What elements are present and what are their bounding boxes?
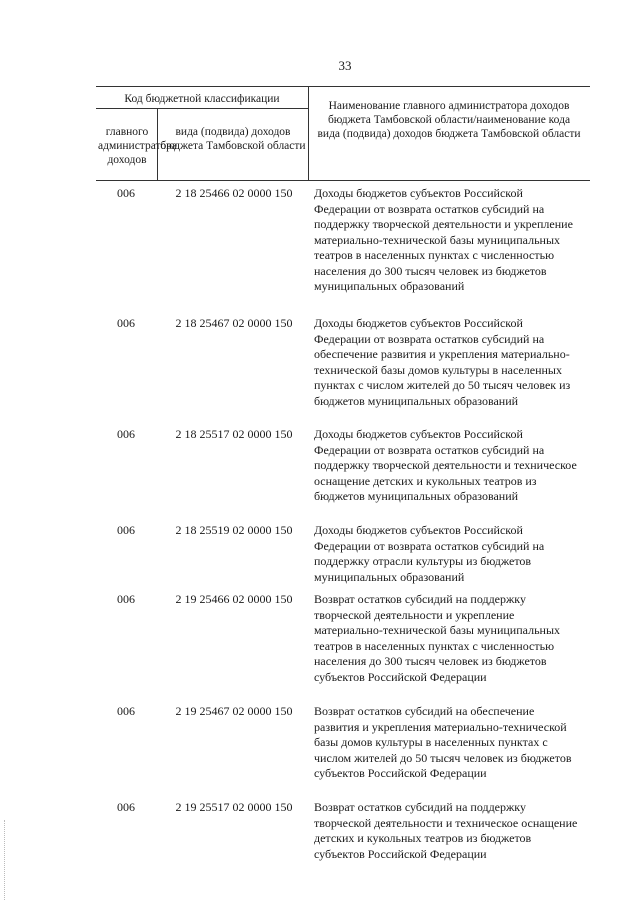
header-name-column: Наименование главного администратора доходов бюджета Тамбовской области/наименование кода вида (подвида) доходов бюджета Тамбовской области	[317, 100, 581, 140]
scan-edge-mark	[4, 820, 5, 900]
admin-code: 006	[117, 523, 135, 537]
income-name: Доходы бюджетов субъектов Российской Федерации от возврата остатков субсидий на поддержку творческой деятельности и укрепление материально-технической базы муниципальных театров в населенных пунктах с численностью населения до 300 тысяч человек из бюджетов муниципальных образований	[314, 186, 573, 293]
income-name: Доходы бюджетов субъектов Российской Федерации от возврата остатков субсидий на поддержку творческой деятельности и техническое оснащение детских и кукольных театров из бюджетов муниципальных образований	[314, 427, 577, 503]
income-code: 2 19 25466 02 0000 150	[175, 592, 293, 606]
income-code: 2 18 25467 02 0000 150	[175, 316, 293, 330]
income-code: 2 19 25467 02 0000 150	[175, 704, 293, 718]
income-name: Возврат остатков субсидий на поддержку творческой деятельности и укрепление материально-технической базы муниципальных театров в населенных пунктах с численностью населения до 300 тысяч человек из бюджетов субъектов Российской Федерации	[314, 592, 561, 684]
header-bottom-rule	[96, 180, 590, 181]
page-number: 33	[338, 58, 352, 73]
column-divider-2	[308, 86, 309, 180]
income-name: Доходы бюджетов субъектов Российской Федерации от возврата остатков субсидий на поддержку отрасли культуры из бюджетов муниципальных образований	[314, 523, 545, 584]
header-code-column: вида (подвида) доходов бюджета Тамбовской области	[160, 126, 306, 152]
income-code: 2 18 25466 02 0000 150	[175, 186, 293, 200]
header-admin-column: главного администратора доходов	[98, 126, 178, 166]
admin-code: 006	[117, 800, 135, 814]
income-name: Возврат остатков субсидий на обеспечение развития и укрепления материально-технической базы домов культуры в населенных пунктах с числом жителей до 50 тысяч человек из бюджетов субъектов Российской Федерации	[314, 704, 572, 780]
admin-code: 006	[117, 186, 135, 200]
admin-code: 006	[117, 316, 135, 330]
income-name: Возврат остатков субсидий на поддержку творческой деятельности и техническое оснащение детских и кукольных театров из бюджетов субъектов Российской Федерации	[314, 800, 578, 861]
income-code: 2 18 25517 02 0000 150	[175, 427, 293, 441]
income-name: Доходы бюджетов субъектов Российской Федерации от возврата остатков субсидий на обеспечение развития и укрепления материально-технической базы домов культуры в населенных пунктах с числом жителей до 50 тысяч человек из бюджетов муниципальных образований	[314, 316, 571, 408]
code-group-rule	[96, 108, 308, 109]
income-code: 2 19 25517 02 0000 150	[175, 800, 293, 814]
income-code: 2 18 25519 02 0000 150	[175, 523, 293, 537]
admin-code: 006	[117, 704, 135, 718]
header-code-group: Код бюджетной классификации	[124, 93, 280, 105]
admin-code: 006	[117, 592, 135, 606]
admin-code: 006	[117, 427, 135, 441]
table-top-rule	[96, 86, 590, 87]
